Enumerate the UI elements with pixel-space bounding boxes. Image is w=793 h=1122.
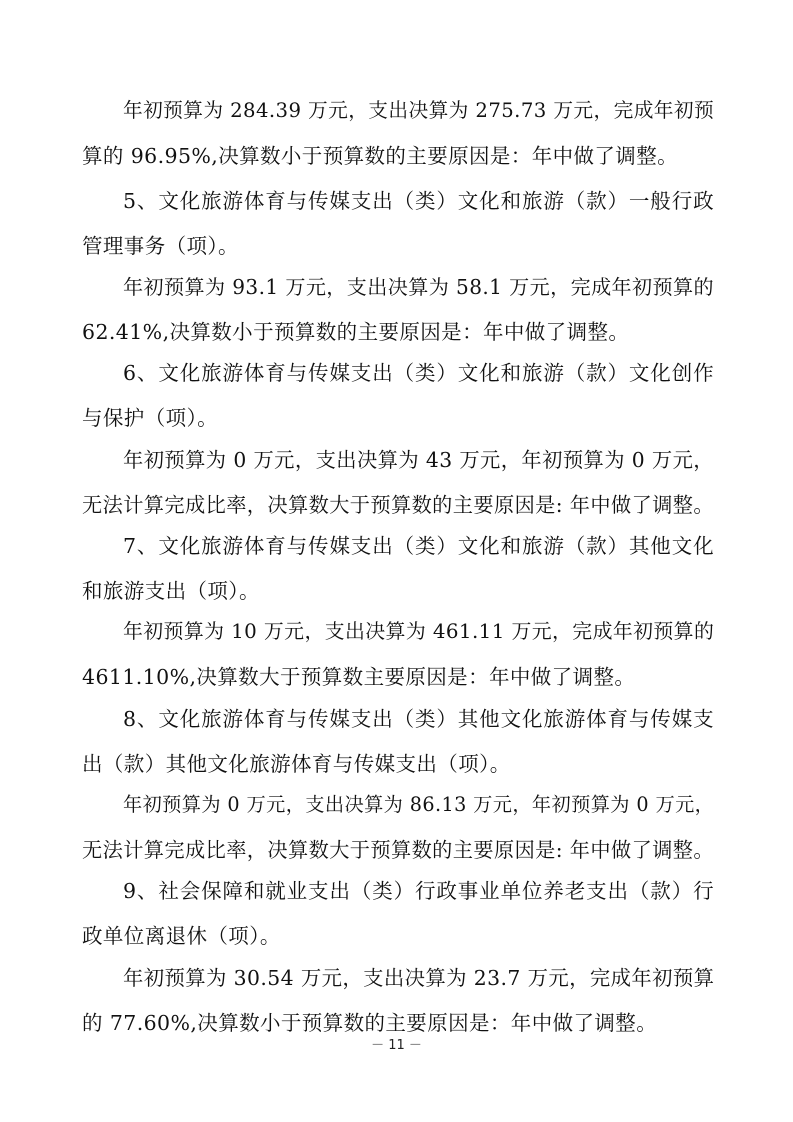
body-text-line: 4611.10%,决算数大于预算数主要原因是：年中做了调整。 [82,665,636,689]
section-heading-6: 6、文化旅游体育与传媒支出（类）文化和旅游（款）文化创作 [123,361,714,385]
body-text-line: 无法计算完成比率，决算数大于预算数的主要原因是: 年中做了调整。 [82,838,714,862]
body-text-line: 年初预算为 284.39 万元，支出决算为 275.73 万元，完成年初预 [123,99,715,122]
body-text-line: 年初预算为 93.1 万元，支出决算为 58.1 万元，完成年初预算的 [123,275,714,299]
body-text-line: 算的 96.95%,决算数小于预算数的主要原因是：年中做了调整。 [82,144,678,168]
body-text-line: 年初预算为 0 万元，支出决算为 86.13 万元，年初预算为 0 万元， [123,793,715,816]
section-heading-6-cont: 与保护（项）。 [82,406,219,430]
body-text-line: 无法计算完成比率，决算数大于预算数的主要原因是: 年中做了调整。 [82,493,714,517]
page-number: － 11 － [371,1038,422,1053]
body-text-line: 年初预算为 30.54 万元，支出决算为 23.7 万元，完成年初预算 [123,966,715,990]
section-heading-5-cont: 管理事务（项）。 [82,234,239,258]
section-heading-5: 5、文化旅游体育与传媒支出（类）文化和旅游（款）一般行政 [123,189,714,213]
body-text-line: 62.41%,决算数小于预算数的主要原因是：年中做了调整。 [82,320,630,344]
body-text-line: 年初预算为 10 万元，支出决算为 461.11 万元，完成年初预算的 [123,620,715,643]
body-text-line: 的 77.60%,决算数小于预算数的主要原因是：年中做了调整。 [82,1011,658,1035]
section-heading-7-cont: 和旅游支出（项）。 [82,579,260,603]
section-heading-9-cont: 政单位离退休（项）。 [82,924,281,948]
body-text-line: 年初预算为 0 万元，支出决算为 43 万元，年初预算为 0 万元， [123,448,714,472]
section-heading-9: 9、社会保障和就业支出（类）行政事业单位养老支出（款）行 [123,879,714,903]
section-heading-8-cont: 出（款）其他文化旅游体育与传媒支出（项）。 [82,752,511,776]
section-heading-8: 8、文化旅游体育与传媒支出（类）其他文化旅游体育与传媒支 [123,707,714,731]
section-heading-7: 7、文化旅游体育与传媒支出（类）文化和旅游（款）其他文化 [123,534,714,558]
